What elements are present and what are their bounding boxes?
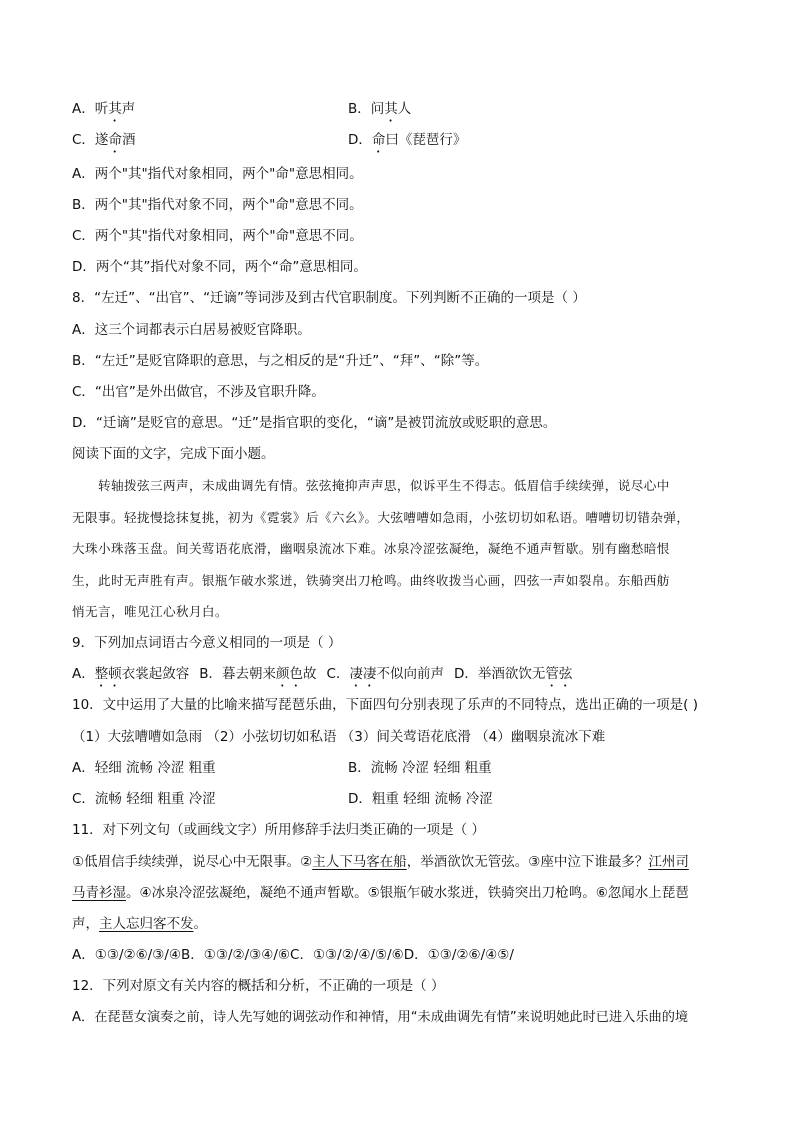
q9-options	[72, 664, 732, 690]
q10-option-d: D．粗重 轻细 流畅 冷涩	[348, 791, 493, 807]
passage-line: 悄无言，唯见江心秋月白。	[72, 604, 228, 619]
choice-a: A．听其声	[72, 101, 136, 117]
q11-text-line: 声，主人忘归客不发。	[72, 916, 207, 932]
q8-stem: 8．“左迁”、“出官”、“迁谪”等词涉及到古代官职制度。下列判断不正确的一项是（ ）	[72, 290, 586, 306]
choice-d: D．命曰《琵琶行》	[348, 132, 467, 148]
q8-option-c: C．“出官”是外出做官，不涉及官职升降。	[72, 384, 325, 400]
passage-line: 转轴拨弦三两声，未成曲调先有情。弦弦掩抑声声思，似诉平生不得志。低眉信手续续弹，说尽心中	[98, 478, 670, 493]
q9-option-c: C．凄凄不似向前声	[326, 666, 444, 682]
q9-option-b: B．暮去朝来颜色故	[199, 666, 317, 682]
q12-option-a: A．在琵琶女演奏之前，诗人先写她的调弦动作和神情，用“未成曲调先有情”来说明她此时已进入乐曲的境	[72, 1010, 689, 1025]
q11-stem: 11．对下列文句（或画线文字）所用修辞手法归类正确的一项是（ ）	[72, 822, 485, 838]
q7-option-c: C．两个"其"指代对象相同，两个"命"意思不同。	[72, 228, 363, 244]
q10-option-c: C．流畅 轻细 粗重 冷涩	[72, 791, 216, 807]
q11-text-line: 马青衫湿。④冰泉冷涩弦凝绝，凝绝不通声暂歇。⑤银瓶乍破水浆迸，铁骑突出刀枪鸣。⑥忽闻水上琵琶	[72, 885, 689, 901]
q8-option-d: D．“迁谪”是贬官的意思。“迁”是指官职的变化，“谪”是被罚流放或贬职的意思。	[72, 415, 557, 431]
q9-option-a: A．整顿衣裳起敛容	[72, 666, 190, 682]
q11-options: A．①③/②⑥/③/④B．①③/②/③④/⑥C．①③/②/④/⑤/⑥D．①③/②⑥/④⑤/	[72, 947, 514, 963]
q8-option-b: B．“左迁”是贬官降职的意思，与之相反的是“升迁”、“拜”、“除”等。	[72, 353, 489, 369]
q10-stem: 10．文中运用了大量的比喻来描写琵琶乐曲，下面四句分别表现了乐声的不同特点，选出正确的一项是( )	[72, 697, 699, 713]
q11-text-line: ①低眉信手续续弹，说尽心中无限事。②主人下马客在船，举酒欲饮无管弦。③座中泣下谁最多？江州司	[72, 854, 689, 870]
passage-line: 生，此时无声胜有声。银瓶乍破水浆迸，铁骑突出刀枪鸣。曲终收拨当心画，四弦一声如裂帛。东船西舫	[72, 573, 670, 588]
q7-option-d: D．两个“其”指代对象不同，两个“命”意思相同。	[72, 259, 367, 275]
q10-option-b: B．流畅 冷涩 轻细 粗重	[348, 760, 492, 776]
choice-b: B．问其人	[348, 101, 412, 117]
q12-stem: 12．下列对原文有关内容的概括和分析，不正确的一项是（ ）	[72, 978, 445, 994]
q9-stem: 9．下列加点词语古今意义相同的一项是（ ）	[72, 635, 342, 651]
q8-option-a: A．这三个词都表示白居易被贬官降职。	[72, 322, 311, 338]
passage-line: 无限事。轻拢慢捻抹复挑，初为《霓裳》后《六幺》。大弦嘈嘈如急雨，小弦切切如私语。嘈嘈切切错杂弹，	[72, 510, 690, 525]
reading-intro: 阅读下面的文字，完成下面小题。	[72, 446, 275, 462]
q9-option-d: D．举酒欲饮无管弦	[453, 666, 573, 682]
q10-sub: （1）大弦嘈嘈如急雨 （2）小弦切切如私语 （3）间关莺语花底滑 （4）幽咽泉流冰下难	[72, 729, 606, 745]
q7-option-a: A．两个"其"指代对象相同，两个"命"意思相同。	[72, 166, 363, 182]
passage-line: 大珠小珠落玉盘。间关莺语花底滑，幽咽泉流冰下难。冰泉冷涩弦凝绝，凝绝不通声暂歇。别有幽愁暗恨	[72, 541, 670, 556]
q10-option-a: A．轻细 流畅 冷涩 粗重	[72, 760, 216, 776]
choice-c: C．遂命酒	[72, 132, 136, 148]
q7-option-b: B．两个"其"指代对象不同，两个"命"意思不同。	[72, 197, 363, 213]
